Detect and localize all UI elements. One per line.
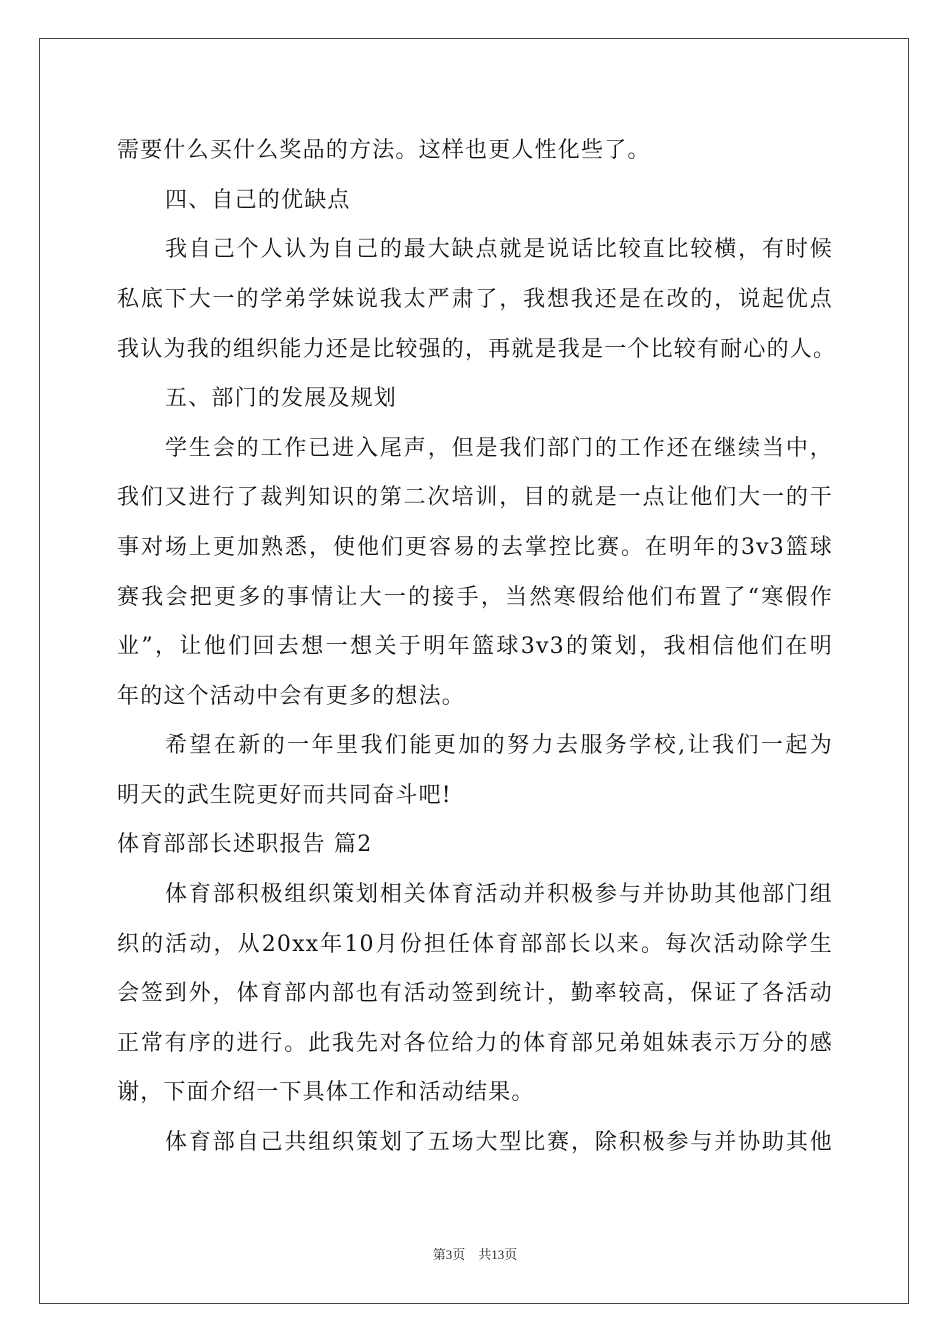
paragraph-line: 年的这个活动中会有更多的想法。 <box>117 684 466 709</box>
paragraph-line: 私底下大一的学弟学妹说我太严肃了，我想我还是在改的，说起优点 <box>117 287 833 312</box>
paragraph-line: 谢，下面介绍一下具体工作和活动结果。 <box>117 1080 535 1105</box>
page-border <box>39 38 909 1304</box>
paragraph-line: 会签到外，体育部内部也有活动签到统计，勤率较高，保证了各活动 <box>117 981 833 1006</box>
page-number-footer: 第3页 共13页 <box>432 1247 518 1262</box>
section-heading: 五、部门的发展及规划 <box>165 386 398 411</box>
paragraph-line: 正常有序的进行。此我先对各位给力的体育部兄弟姐妹表示万分的感 <box>117 1031 833 1056</box>
paragraph-line: 明天的武生院更好而共同奋斗吧! <box>117 783 452 808</box>
section-heading: 四、自己的优缺点 <box>165 188 351 213</box>
paragraph-line: 体育部自己共组织策划了五场大型比赛，除积极参与并协助其他 <box>165 1130 833 1155</box>
paragraph-line: 体育部积极组织策划相关体育活动并积极参与并协助其他部门组 <box>165 882 833 907</box>
paragraph-line: 业”，让他们回去想一想关于明年篮球3v3的策划，我相信他们在明 <box>117 634 833 659</box>
paragraph-line: 需要什么买什么奖品的方法。这样也更人性化些了。 <box>117 138 651 163</box>
paragraph-line: 我们又进行了裁判知识的第二次培训，目的就是一点让他们大一的干 <box>117 485 833 510</box>
paragraph-line: 织的活动，从20xx年10月份担任体育部部长以来。每次活动除学生 <box>117 932 833 957</box>
paragraph-line: 赛我会把更多的事情让大一的接手，当然寒假给他们布置了“寒假作 <box>117 585 833 610</box>
article-title: 体育部部长述职报告 篇2 <box>117 832 373 857</box>
paragraph-line: 希望在新的一年里我们能更加的努力去服务学校,让我们一起为 <box>165 733 833 758</box>
paragraph-line: 事对场上更加熟悉，使他们更容易的去掌控比赛。在明年的3v3篮球 <box>117 535 833 560</box>
paragraph-line: 学生会的工作已进入尾声，但是我们部门的工作还在继续当中， <box>165 436 833 461</box>
paragraph-line: 我认为我的组织能力还是比较强的，再就是我是一个比较有耐心的人。 <box>117 337 837 362</box>
paragraph-line: 我自己个人认为自己的最大缺点就是说话比较直比较横，有时候 <box>165 237 833 262</box>
